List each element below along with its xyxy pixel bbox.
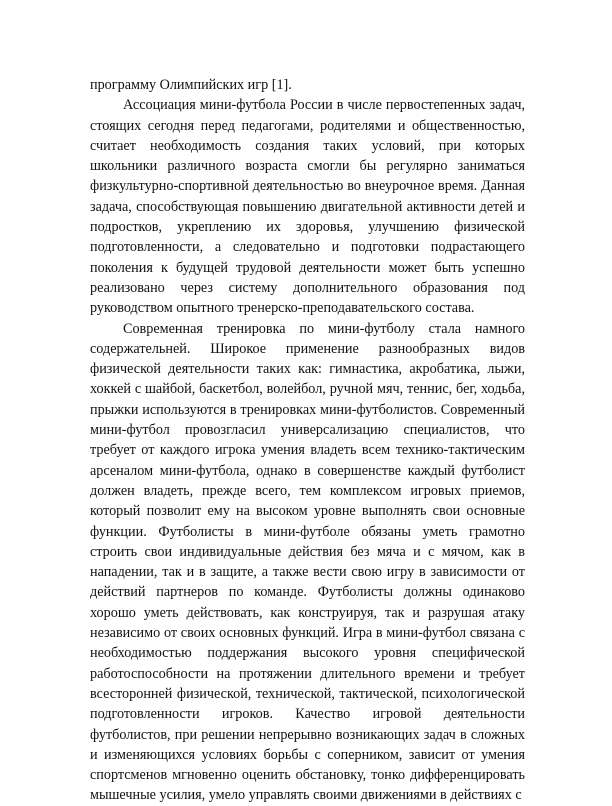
paragraph-association: Ассоциация мини-футбола России в числе первостепенных задач, стоящих сегодня перед педагогами, родителями и общественностью, считает необходимость создания таких условий, при которых школьники различного возраста смогли бы регулярно заниматься физкультурно-спортивной деятельностью во внеурочное время. Данная задача, способствующая повышению двигательной активности детей и подростков, укреплению их здоровья, улучшению физической подготовленности, а следовательно и подготовки подрастающего поколения к будущей трудовой деятельности может быть успешно реализовано через систему дополнительного образования под руководством опытного тренерско-преподавательского состава. [90, 97, 525, 317]
paragraph-continuation: программу Олимпийских игр [1]. [90, 77, 292, 93]
paragraph-modern-training: Современная тренировка по мини-футболу стала намного содержательней. Широкое применение разнообразных видов физической деятельности таких как: гимнастика, акробатика, лыжи, хоккей с шайбой, баскетбол, волейбол, ручной мяч, теннис, бег, ходьба, прыжки используются в тренировках мини-футболистов. Современный мини-футбол провозгласил универсализацию специалистов, что требует от каждого игрока умения владеть всем технико-тактическим арсеналом мини-футбола, однако в совершенстве каждый футболист должен владеть, прежде всего, тем комплексом игровых приемов, который позволит ему на высоком уровне выполнять свои основные функции. Футболисты в мини-футболе обязаны уметь грамотно строить свои индивидуальные действия без мяча и с мячом, как в нападении, так и в защите, а также вести свою игру в зависимости от действий партнеров по команде. Футболисты должны одинаково хорошо уметь действовать, как конструируя, так и разрушая атаку независимо от своих основных функций. Игра в мини-футбол связана с необходимостью поддержания высокого уровня специфической работоспособности на протяжении длительного времени и требует всесторонней физической, технической, тактической, психологической подготовленности игроков. Качество игровой деятельности футболистов, при решении непрерывно возникающих задач в сложных и изменяющихся условиях борьбы с соперником, зависит от умения спортсменов мгновенно оценить обстановку, тонко дифференцировать мышечные усилия, умело управлять своими движениями в действиях с [90, 320, 525, 804]
document-page [90, 75, 525, 806]
